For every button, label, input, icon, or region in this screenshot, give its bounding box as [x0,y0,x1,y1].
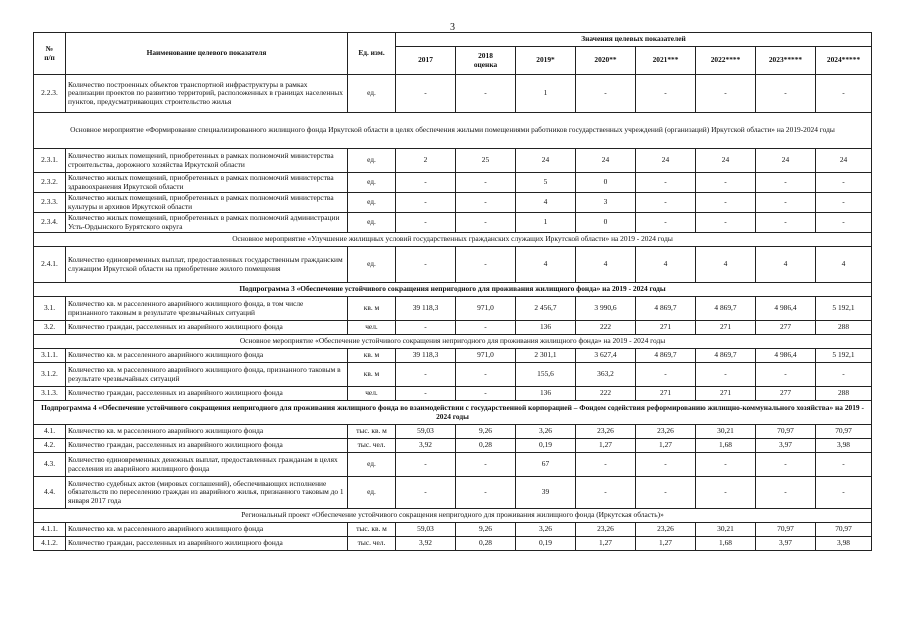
value-cell: - [756,453,816,477]
unit-cell: кв. м [348,297,396,321]
value-cell: 23,26 [576,425,636,439]
section-row [34,509,872,523]
value-cell: - [396,477,456,509]
value-cell: - [456,75,516,113]
header-year: 2024***** [816,47,872,75]
value-cell: - [636,173,696,193]
unit-cell: кв. м [348,349,396,363]
value-cell: - [816,173,872,193]
value-cell: - [696,75,756,113]
value-cell: 3,26 [516,523,576,537]
value-cell: 1,68 [696,537,756,551]
indicator-name: Количество жилых помещений, приобретенных в рамках полномочий министерства строительства, дорожного хозяйства Иркутской области [66,149,348,173]
header-name: Наименование целевого показателя [66,33,348,75]
value-cell: - [456,453,516,477]
value-cell: - [396,173,456,193]
value-cell: - [456,477,516,509]
value-cell: 70,97 [816,523,872,537]
value-cell: 39 118,3 [396,297,456,321]
table-row [34,439,872,453]
value-cell: 136 [516,321,576,335]
table-row [34,477,872,509]
value-cell: - [456,173,516,193]
value-cell: 277 [756,387,816,401]
table-row [34,193,872,213]
value-cell: 222 [576,387,636,401]
value-cell: - [816,477,872,509]
value-cell: 271 [636,387,696,401]
table-row [34,75,872,113]
value-cell: 4 [636,247,696,283]
value-cell: - [816,193,872,213]
value-cell: 277 [756,321,816,335]
header-year: 2019* [516,47,576,75]
value-cell: 24 [756,149,816,173]
table-row [34,537,872,551]
indicator-name: Количество кв. м расселенного аварийного жилищного фонда, в том числе признанного таковым в результате чрезвычайных ситуаций [66,297,348,321]
value-cell: - [396,247,456,283]
indicator-name: Количество жилых помещений, приобретенных в рамках полномочий министерства здравоохранения Иркутской области [66,173,348,193]
value-cell: 363,2 [576,363,636,387]
header-unit: Ед. изм. [348,33,396,75]
value-cell: - [756,213,816,233]
row-number: 3.1. [34,297,66,321]
value-cell: 0,28 [456,537,516,551]
row-number: 4.1. [34,425,66,439]
header-values-title: Значения целевых показателей [396,33,872,47]
table-row [34,349,872,363]
header-year: 2023***** [756,47,816,75]
value-cell: 2 301,1 [516,349,576,363]
row-number: 2.3.2. [34,173,66,193]
value-cell: 136 [516,387,576,401]
value-cell: 3,26 [516,425,576,439]
section-title: Подпрограмма 4 «Обеспечение устойчивого сокращения непригодного для проживания жилищного фонда во взаимодействии с государственной корпорацией – Фондом содействия реформированию жилищно-коммунального хозяйства» на 2019 - 2024 годы [34,401,872,425]
value-cell: - [576,75,636,113]
unit-cell: ед. [348,453,396,477]
value-cell: 24 [516,149,576,173]
table-row [34,173,872,193]
value-cell: - [636,213,696,233]
value-cell: - [636,193,696,213]
table-row [34,425,872,439]
value-cell: - [456,321,516,335]
section-title: Основное мероприятие «Обеспечение устойчивого сокращения непригодного для проживания жилищного фонда» на 2019 - 2024 годы [34,335,872,349]
value-cell: - [456,193,516,213]
value-cell: 4 [576,247,636,283]
value-cell: 59,03 [396,523,456,537]
section-row [34,113,872,149]
value-cell: 0,28 [456,439,516,453]
indicator-name: Количество граждан, расселенных из аварийного жилищного фонда [66,321,348,335]
unit-cell: тыс. кв. м [348,523,396,537]
unit-cell: тыс. чел. [348,439,396,453]
value-cell: 25 [456,149,516,173]
value-cell: - [756,193,816,213]
value-cell: 4 869,7 [636,349,696,363]
value-cell: 155,6 [516,363,576,387]
table-body [34,75,872,551]
value-cell: - [636,75,696,113]
value-cell: 5 [516,173,576,193]
row-number: 3.2. [34,321,66,335]
value-cell: 70,97 [756,425,816,439]
row-number: 2.3.3. [34,193,66,213]
row-number: 4.1.2. [34,537,66,551]
value-cell: 4 869,7 [636,297,696,321]
value-cell: 0 [576,213,636,233]
value-cell: 4 869,7 [696,349,756,363]
value-cell: - [636,363,696,387]
value-cell: 1,68 [696,439,756,453]
header-year: 2017 [396,47,456,75]
section-title: Основное мероприятие «Улучшение жилищных условий государственных гражданских служащих Иркутской области» на 2019 - 2024 годы [34,233,872,247]
value-cell: - [816,75,872,113]
section-row [34,283,872,297]
indicator-name: Количество граждан, расселенных из аварийного жилищного фонда [66,387,348,401]
value-cell: - [696,453,756,477]
value-cell: 30,21 [696,425,756,439]
indicators-table [33,32,872,551]
unit-cell: ед. [348,75,396,113]
value-cell: 9,26 [456,425,516,439]
table-row [34,363,872,387]
value-cell: 30,21 [696,523,756,537]
value-cell: - [696,477,756,509]
value-cell: - [816,453,872,477]
indicator-name: Количество единовременных выплат, предоставленных государственным гражданским служащим Иркутской области на приобретение жилого помещения [66,247,348,283]
value-cell: - [396,213,456,233]
value-cell: - [396,193,456,213]
header-year: 2020** [576,47,636,75]
value-cell: 24 [636,149,696,173]
value-cell: 271 [636,321,696,335]
row-number: 2.4.1. [34,247,66,283]
indicator-name: Количество жилых помещений, приобретенных в рамках полномочий министерства культуры и архивов Иркутской области [66,193,348,213]
value-cell: - [756,75,816,113]
value-cell: 3,98 [816,537,872,551]
section-row [34,401,872,425]
value-cell: 70,97 [816,425,872,439]
section-title: Основное мероприятие «Формирование специализированного жилищного фонда Иркутской области в целях обеспечения жилыми помещениями работников государственных учреждений (организаций) Иркутской области» на 2019-2024 годы [34,113,872,149]
value-cell: - [396,387,456,401]
section-title: Региональный проект «Обеспечение устойчивого сокращения непригодного для проживания жилищного фонда (Иркутская область)» [34,509,872,523]
value-cell: - [456,247,516,283]
header-year: 2018 оценка [456,47,516,75]
value-cell: 2 [396,149,456,173]
value-cell: 24 [576,149,636,173]
value-cell: 1,27 [636,439,696,453]
row-number: 2.3.1. [34,149,66,173]
row-number: 3.1.1. [34,349,66,363]
value-cell: - [696,193,756,213]
value-cell: 288 [816,321,872,335]
value-cell: 222 [576,321,636,335]
row-number: 3.1.3. [34,387,66,401]
unit-cell: ед. [348,193,396,213]
value-cell: - [756,477,816,509]
row-number: 4.3. [34,453,66,477]
value-cell: 3,92 [396,537,456,551]
indicator-name: Количество судебных актов (мировых соглашений), обеспечивающих исполнение обязательств по переселению граждан из аварийного жилья, признанного таковым до 1 января 2017 года [66,477,348,509]
value-cell: 23,26 [576,523,636,537]
value-cell: 23,26 [636,425,696,439]
section-title: Подпрограмма 3 «Обеспечение устойчивого сокращения непригодного для проживания жилищного фонда» на 2019 - 2024 годы [34,283,872,297]
unit-cell: чел. [348,387,396,401]
table-row [34,213,872,233]
row-number: 2.2.3. [34,75,66,113]
table-row [34,247,872,283]
value-cell: 4 869,7 [696,297,756,321]
value-cell: 4 [816,247,872,283]
value-cell: 4 986,4 [756,349,816,363]
value-cell: 67 [516,453,576,477]
value-cell: - [696,213,756,233]
indicator-name: Количество граждан, расселенных из аварийного жилищного фонда [66,439,348,453]
value-cell: 3 990,6 [576,297,636,321]
value-cell: 59,03 [396,425,456,439]
value-cell: 971,0 [456,297,516,321]
row-number: 4.4. [34,477,66,509]
row-number: 3.1.2. [34,363,66,387]
indicator-name: Количество кв. м расселенного аварийного жилищного фонда, признанного таковым в результате чрезвычайных ситуаций [66,363,348,387]
value-cell: - [696,363,756,387]
table-row [34,453,872,477]
table-row [34,321,872,335]
page-number: 3 [450,22,455,33]
value-cell: 3,97 [756,537,816,551]
indicator-name: Количество кв. м расселенного аварийного жилищного фонда [66,523,348,537]
unit-cell: тыс. чел. [348,537,396,551]
indicator-name: Количество граждан, расселенных из аварийного жилищного фонда [66,537,348,551]
value-cell: 39 [516,477,576,509]
value-cell: - [396,453,456,477]
row-number: 2.3.4. [34,213,66,233]
value-cell: 4 [516,247,576,283]
header-year: 2022**** [696,47,756,75]
row-number: 4.2. [34,439,66,453]
value-cell: 5 192,1 [816,349,872,363]
value-cell: 39 118,3 [396,349,456,363]
indicator-name: Количество построенных объектов транспортной инфраструктуры в рамках реализации проектов по развитию территорий, расположенных в границах населенных пунктов, предусматривающих строительство жилья [66,75,348,113]
indicator-name: Количество единовременных денежных выплат, предоставленных гражданам в целях расселения из аварийного жилищного фонда [66,453,348,477]
value-cell: - [636,477,696,509]
value-cell: - [816,363,872,387]
unit-cell: ед. [348,477,396,509]
value-cell: 4 [696,247,756,283]
value-cell: - [396,321,456,335]
value-cell: 3 627,4 [576,349,636,363]
value-cell: 0,19 [516,439,576,453]
value-cell: 3 [576,193,636,213]
value-cell: 971,0 [456,349,516,363]
value-cell: 24 [816,149,872,173]
value-cell: - [696,173,756,193]
value-cell: 23,26 [636,523,696,537]
value-cell: 9,26 [456,523,516,537]
value-cell: - [456,363,516,387]
value-cell: 5 192,1 [816,297,872,321]
value-cell: 2 456,7 [516,297,576,321]
header-num: № п/п [34,33,66,75]
value-cell: 4 [756,247,816,283]
value-cell: 3,92 [396,439,456,453]
indicator-name: Количество кв. м расселенного аварийного жилищного фонда [66,349,348,363]
value-cell: - [456,387,516,401]
value-cell: - [576,477,636,509]
value-cell: 4 986,4 [756,297,816,321]
table-row [34,523,872,537]
value-cell: 3,98 [816,439,872,453]
row-number: 4.1.1. [34,523,66,537]
indicator-name: Количество жилых помещений, приобретенных в рамках полномочий администрации Усть-Ордынского Бурятского округа [66,213,348,233]
value-cell: - [756,173,816,193]
unit-cell: тыс. кв. м [348,425,396,439]
value-cell: 1,27 [636,537,696,551]
indicator-name: Количество кв. м расселенного аварийного жилищного фонда [66,425,348,439]
section-row [34,335,872,349]
section-row [34,233,872,247]
unit-cell: ед. [348,173,396,193]
value-cell: 0,19 [516,537,576,551]
value-cell: - [456,213,516,233]
value-cell: 271 [696,321,756,335]
table-row [34,149,872,173]
value-cell: 1 [516,75,576,113]
value-cell: 1,27 [576,537,636,551]
value-cell: - [576,453,636,477]
unit-cell: кв. м [348,363,396,387]
unit-cell: ед. [348,247,396,283]
unit-cell: чел. [348,321,396,335]
value-cell: - [636,453,696,477]
value-cell: 288 [816,387,872,401]
unit-cell: ед. [348,149,396,173]
table-row [34,297,872,321]
value-cell: 70,97 [756,523,816,537]
value-cell: - [396,363,456,387]
unit-cell: ед. [348,213,396,233]
value-cell: - [816,213,872,233]
value-cell: 1,27 [576,439,636,453]
table-row [34,387,872,401]
value-cell: 1 [516,213,576,233]
value-cell: 3,97 [756,439,816,453]
value-cell: 271 [696,387,756,401]
value-cell: - [756,363,816,387]
value-cell: 24 [696,149,756,173]
value-cell: 0 [576,173,636,193]
value-cell: - [396,75,456,113]
value-cell: 4 [516,193,576,213]
header-year: 2021*** [636,47,696,75]
